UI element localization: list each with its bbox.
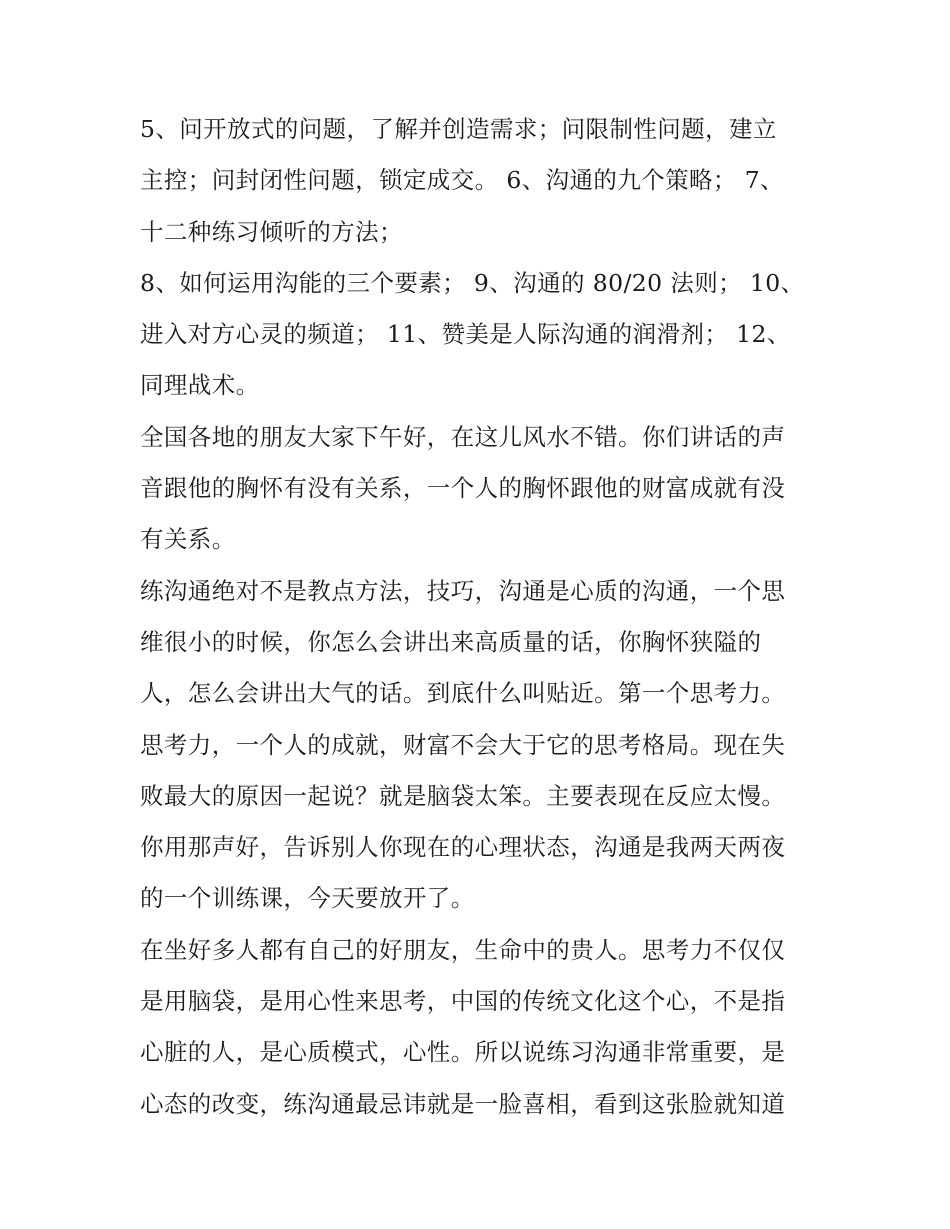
text-line: 有关系。	[140, 525, 236, 554]
text-line: 练沟通绝对不是教点方法，技巧，沟通是心质的沟通，一个思	[140, 576, 786, 605]
text-line: 是用脑袋，是用心性来思考，中国的传统文化这个心，不是指	[140, 987, 786, 1016]
text-line: 8、如何运用沟能的三个要素； 9、沟通的 80/20 法则； 10、	[140, 268, 805, 297]
text-line: 同理战术。	[140, 371, 260, 400]
text-line: 心态的改变，练沟通最忌讳就是一脸喜相，看到这张脸就知道	[140, 1089, 786, 1118]
text-line: 的一个训练课，今天要放开了。	[140, 884, 475, 913]
text-line: 在坐好多人都有自己的好朋友，生命中的贵人。思考力不仅仅	[140, 935, 786, 964]
text-line: 思考力，一个人的成就，财富不会大于它的思考格局。现在失	[140, 730, 786, 759]
body-text	[140, 104, 820, 1130]
text-line: 5、问开放式的问题，了解并创造需求；问限制性问题，建立	[140, 115, 777, 143]
text-line: 维很小的时候，你怎么会讲出来高质量的话，你胸怀狭隘的	[140, 627, 762, 656]
text-line: 主控；问封闭性问题，锁定成交。 6、沟通的九个策略； 7、	[140, 166, 784, 195]
text-line: 十二种练习倾听的方法；	[140, 217, 403, 246]
text-line: 进入对方心灵的频道； 11、赞美是人际沟通的润滑剂； 12、	[140, 320, 791, 349]
text-line: 人，怎么会讲出大气的话。到底什么叫贴近。第一个思考力。	[140, 679, 786, 708]
text-line: 败最大的原因一起说？就是脑袋太笨。主要表现在反应太慢。	[140, 781, 786, 810]
text-line: 你用那声好，告诉别人你现在的心理状态，沟通是我两天两夜	[140, 833, 786, 862]
text-line: 心脏的人，是心质模式，心性。所以说练习沟通非常重要，是	[140, 1038, 786, 1067]
text-line: 全国各地的朋友大家下午好，在这儿风水不错。你们讲话的声	[140, 422, 786, 451]
text-line: 音跟他的胸怀有没有关系，一个人的胸怀跟他的财富成就有没	[140, 474, 786, 503]
